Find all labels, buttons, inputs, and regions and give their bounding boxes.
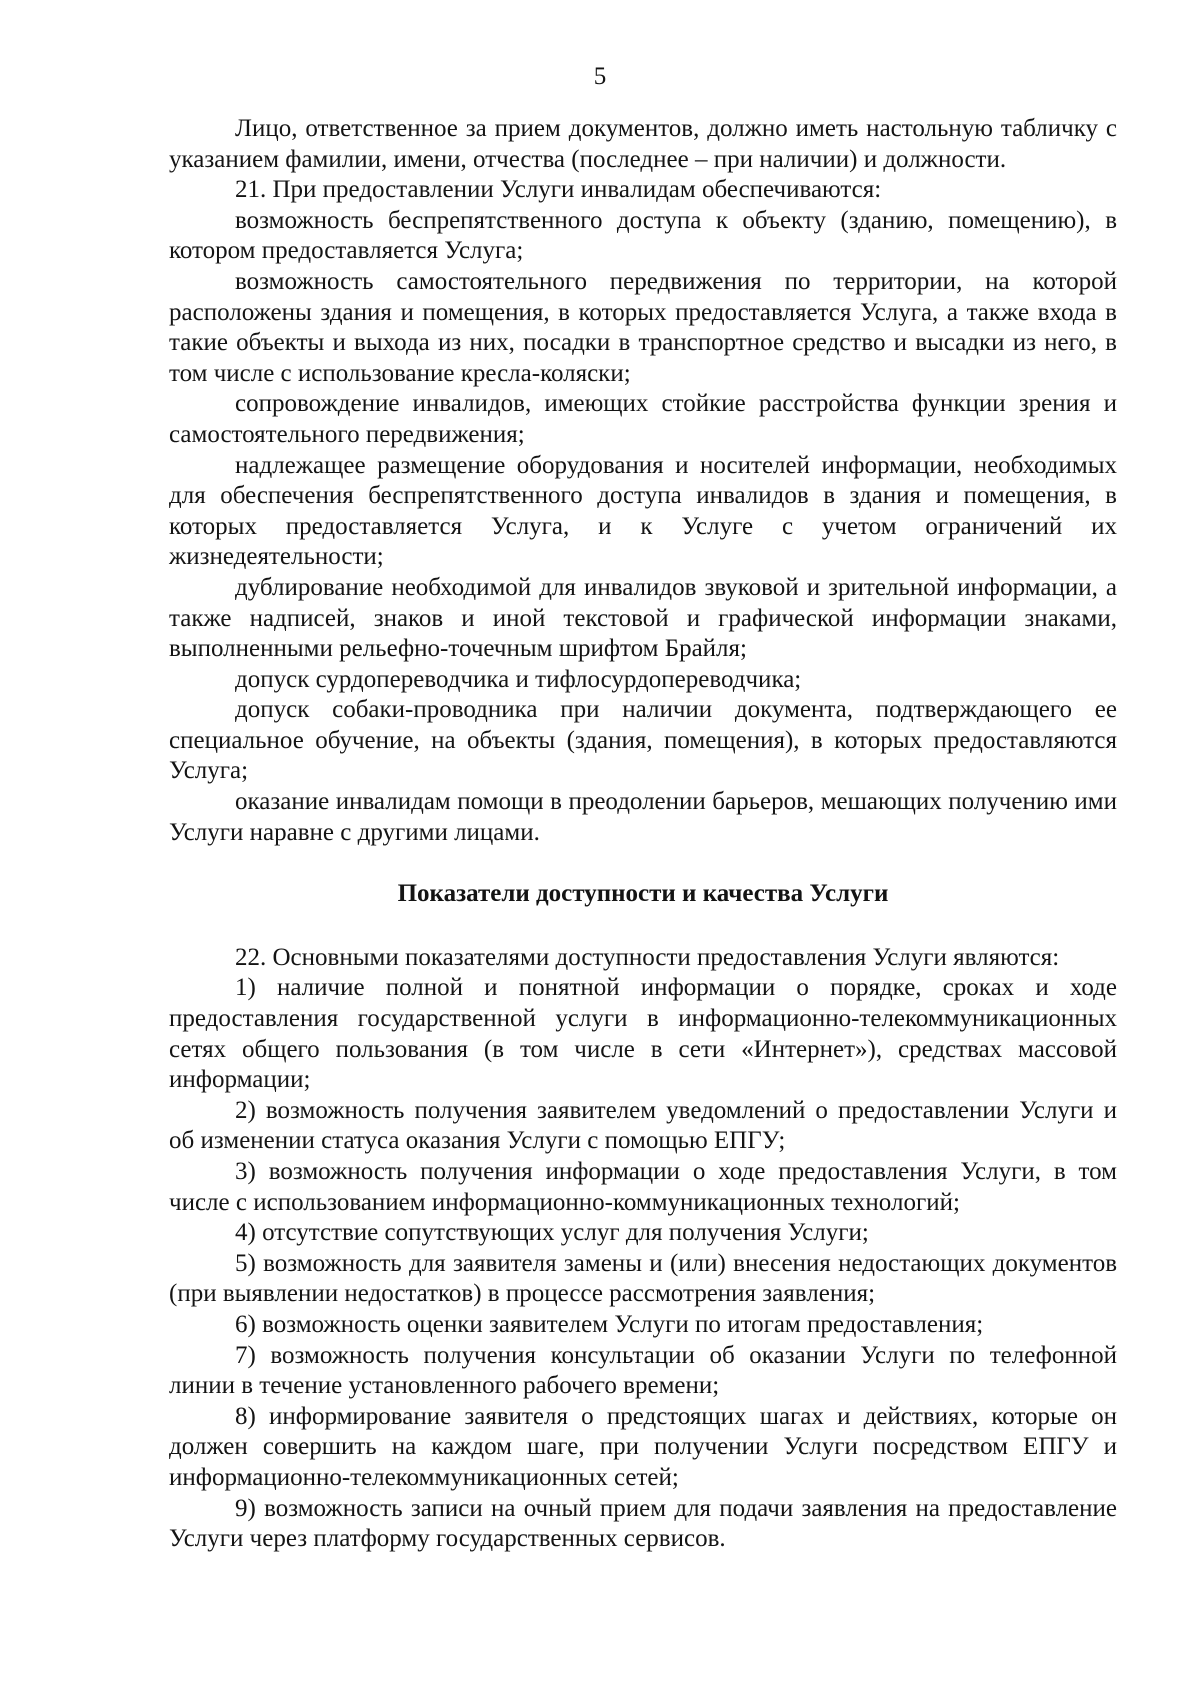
paragraph: дублирование необходимой для инвалидов звуковой и зрительной информации, а также надписей, знаков и иной текстовой и графической информации знаками, выполненными рельефно-точечным шрифтом Брайля;: [169, 573, 1117, 663]
paragraph: допуск сурдопереводчика и тифлосурдопереводчика;: [235, 665, 802, 693]
paragraph: Лицо, ответственное за прием документов, должно иметь настольную табличку с указанием фамилии, имени, отчества (последнее – при наличии) и должности.: [169, 115, 1117, 173]
page-number: 5: [593, 63, 607, 90]
list-item: 9) возможность записи на очный прием для подачи заявления на предоставление Услуги через платформу государственных сервисов.: [169, 1494, 1117, 1553]
paragraph: оказание инвалидам помощи в преодолении барьеров, мешающих получению ими Услуги наравне с другими лицами.: [169, 788, 1117, 846]
paragraph: надлежащее размещение оборудования и носителей информации, необходимых для обеспечения беспрепятственного доступа инвалидов в здания и помещения, в которых предоставляется Услуга, и к Услуге с учетом ограничений их жизнедеятельности;: [169, 451, 1117, 571]
section-heading: Показатели доступности и качества Услуги: [397, 880, 889, 908]
list-item: 5) возможность для заявителя замены и (или) внесения недостающих документов (при выявлении недостатков) в процессе рассмотрения заявления;: [169, 1249, 1117, 1308]
paragraph: сопровождение инвалидов, имеющих стойкие расстройства функции зрения и самостоятельного передвижения;: [169, 390, 1117, 448]
list-item: 4) отсутствие сопутствующих услуг для получения Услуги;: [235, 1219, 869, 1247]
list-item: 2) возможность получения заявителем уведомлений о предоставлении Услуги и об изменении статуса оказания Услуги с помощью ЕПГУ;: [169, 1096, 1117, 1155]
list-item: 7) возможность получения консультации об оказании Услуги по телефонной линии в течение установленного рабочего времени;: [169, 1341, 1117, 1400]
paragraph: 22. Основными показателями доступности предоставления Услуги являются:: [235, 943, 1060, 971]
list-item: 3) возможность получения информации о ходе предоставления Услуги, в том числе с использованием информационно-коммуникационных технологий;: [169, 1158, 1117, 1216]
list-item: 1) наличие полной и понятной информации о порядке, сроках и ходе предоставления государственной услуги в информационно-телекоммуникационных сетях общего пользования (в том числе в сети «Интернет»), средствах массовой информации;: [169, 974, 1117, 1094]
paragraph: 21. При предоставлении Услуги инвалидам обеспечиваются:: [235, 176, 882, 204]
paragraph: допуск собаки-проводника при наличии документа, подтверждающего ее специальное обучение, на объекты (здания, помещения), в которых предоставляются Услуга;: [169, 696, 1117, 785]
list-item: 6) возможность оценки заявителем Услуги по итогам предоставления;: [235, 1310, 984, 1338]
list-item: 8) информирование заявителя о предстоящих шагах и действиях, которые он должен совершить на каждом шаге, при получении Услуги посредством ЕПГУ и информационно-телекоммуникационных сетей;: [169, 1402, 1117, 1491]
paragraph: возможность беспрепятственного доступа к объекту (зданию, помещению), в котором предоставляется Услуга;: [169, 206, 1117, 265]
paragraph: возможность самостоятельного передвижения по территории, на которой расположены здания и помещения, в которых предоставляется Услуга, а также входа в такие объекты и выхода из них, посадки в транспортное средство и высадки из него, в том числе с использование кресла-коляски;: [169, 267, 1117, 387]
document-body: [169, 114, 1117, 1555]
